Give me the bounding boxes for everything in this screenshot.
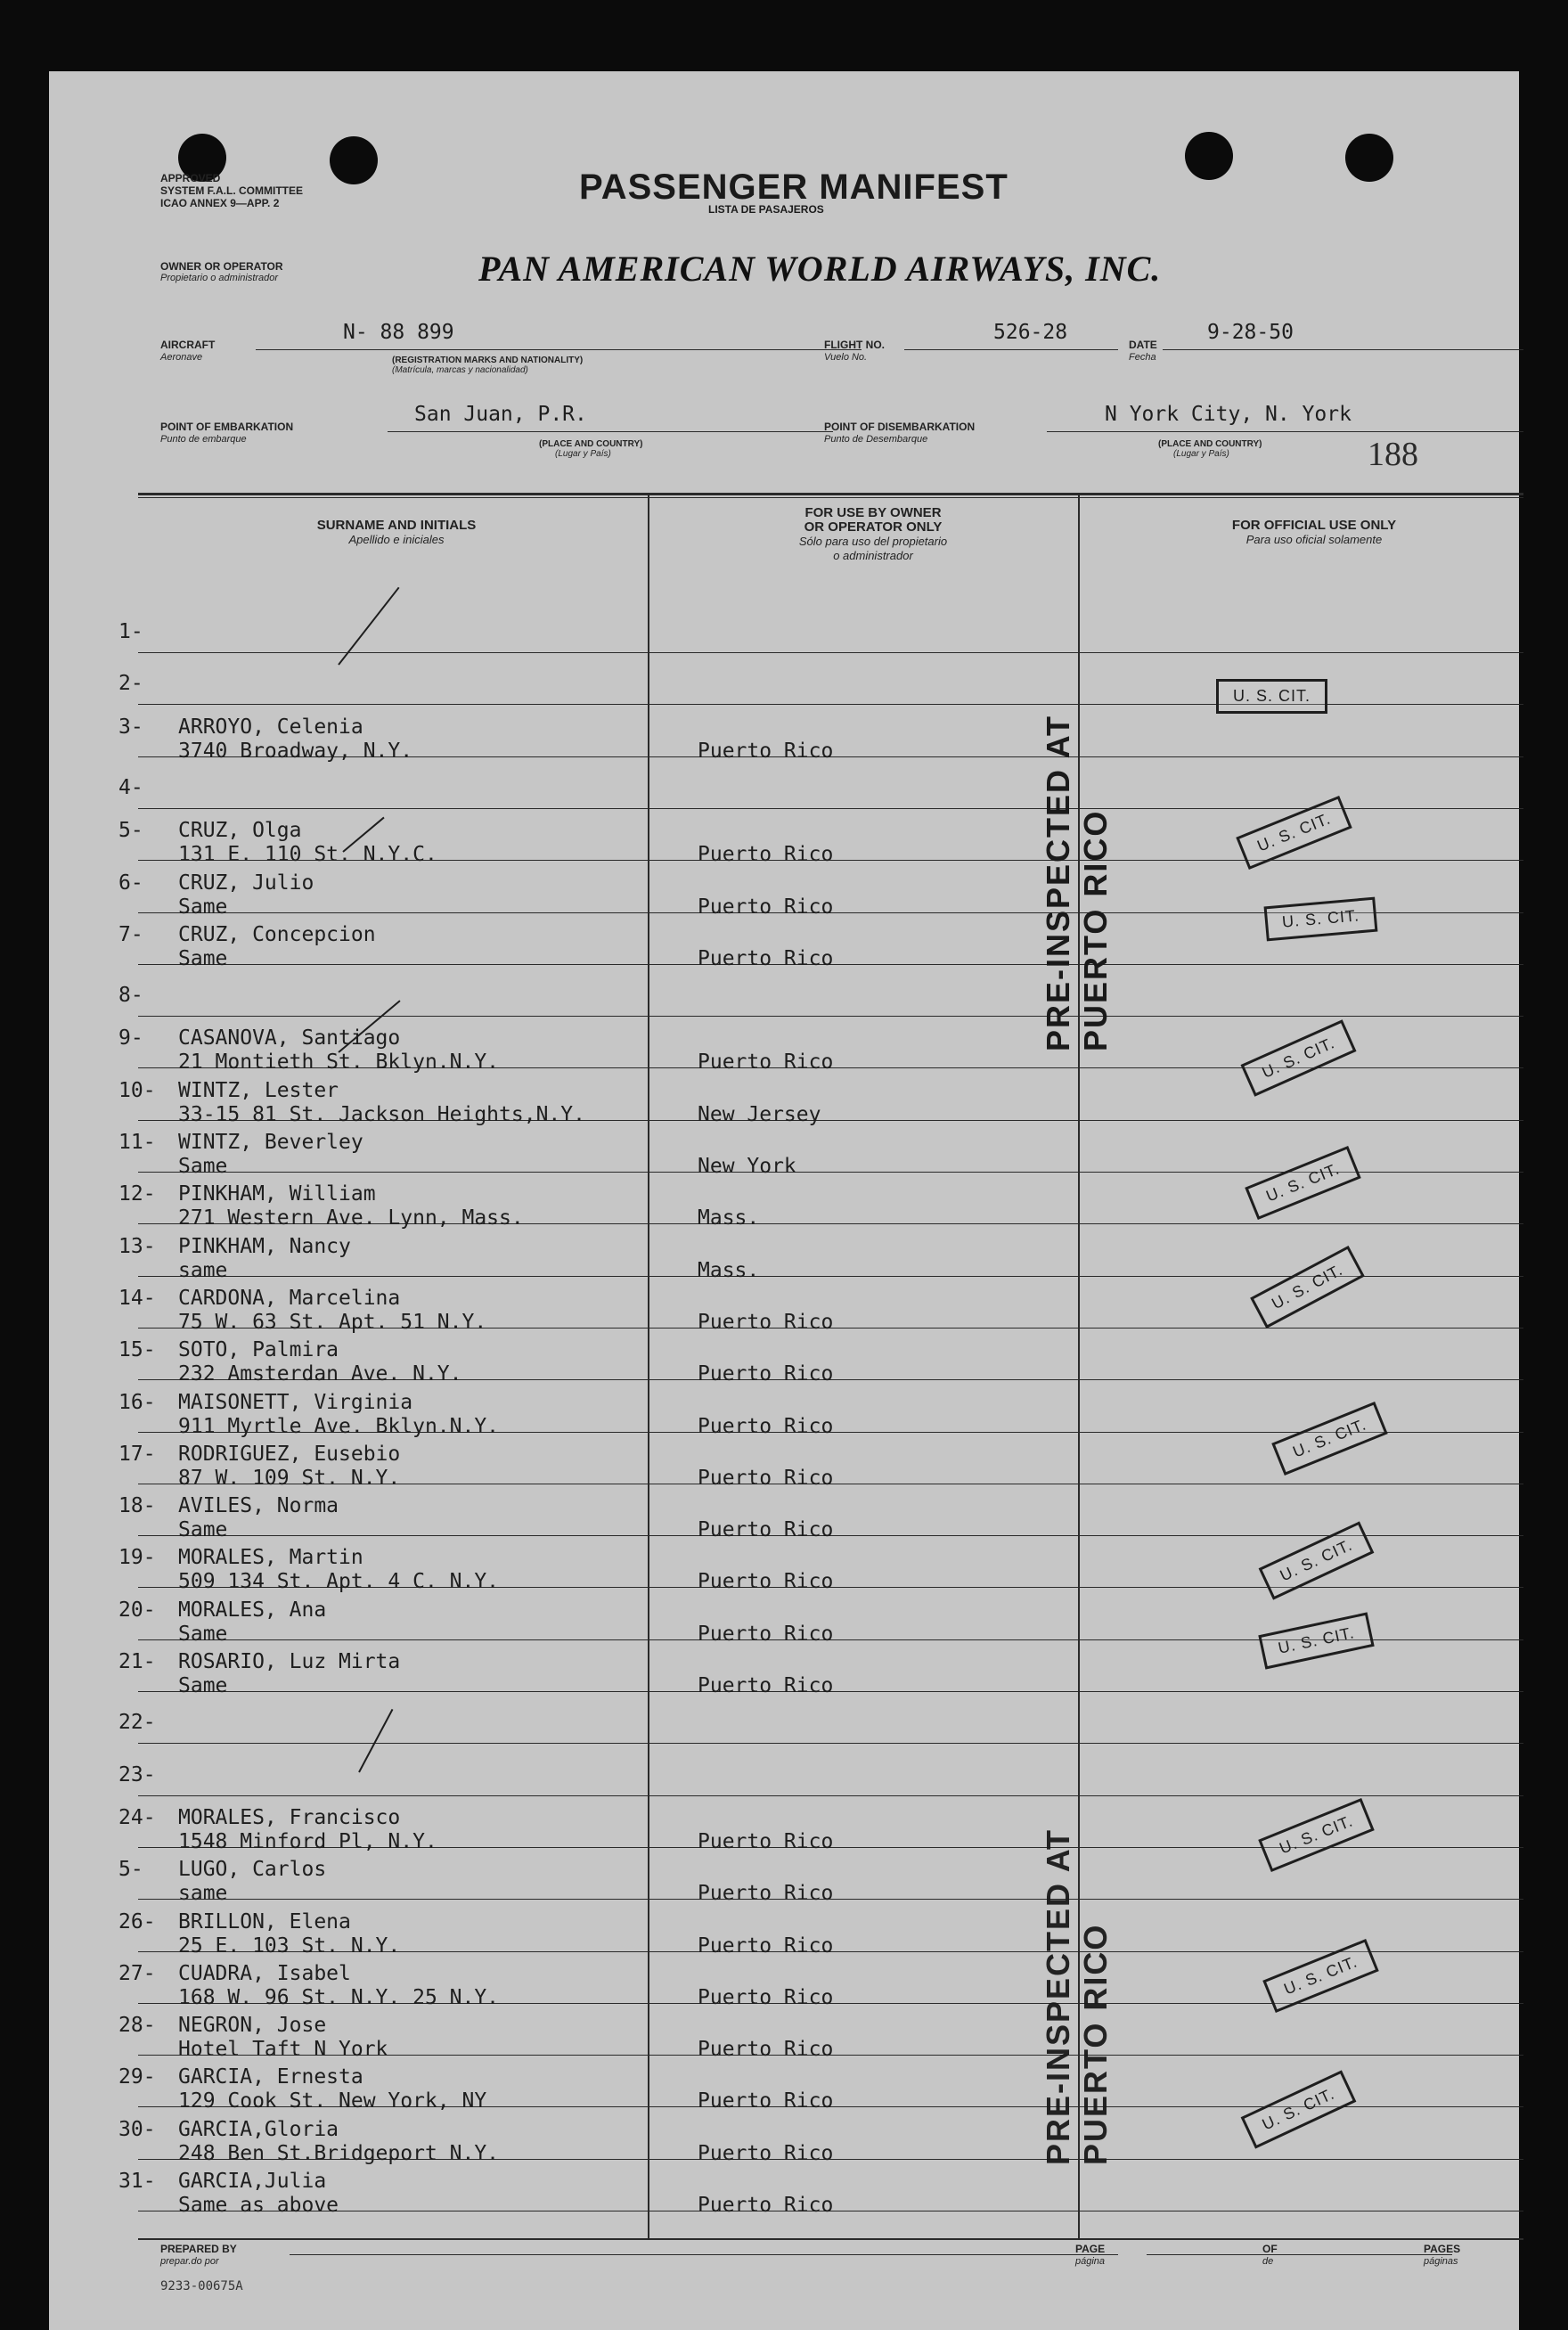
passenger-address: Hotel Taft N York	[178, 2038, 388, 2061]
row-number: 17-	[118, 1443, 156, 1466]
embark-label: POINT OF EMBARKATION	[160, 421, 294, 433]
passenger-name: MORALES, Francisco	[178, 1806, 401, 1829]
of-label: OF	[1262, 2243, 1278, 2255]
registration-note: (REGISTRATION MARKS AND NATIONALITY)	[392, 356, 584, 365]
row-number: 11-	[118, 1131, 156, 1154]
us-cit-stamp: U. S. CIT.	[1245, 1146, 1361, 1220]
passenger-origin: New Jersey	[698, 1103, 821, 1126]
passenger-address: Same	[178, 895, 228, 919]
row-number: 7-	[118, 923, 143, 946]
col-operator-line: FOR USE BY OWNER	[804, 505, 942, 520]
passenger-address: Same	[178, 1674, 228, 1697]
passenger-origin: Mass.	[698, 1259, 760, 1282]
pen-stroke	[358, 1709, 393, 1773]
preinspected-stamp-top: PRE-INSPECTED AT PUERTO RICO	[1040, 714, 1114, 1051]
flight-value: 526-28	[993, 321, 1068, 344]
row-number: 14-	[118, 1287, 156, 1310]
us-cit-stamp: U. S. CIT.	[1271, 1402, 1388, 1476]
passenger-address: Same	[178, 947, 228, 970]
row-number: 9-	[118, 1026, 143, 1050]
row-number: 5-	[118, 819, 143, 842]
passenger-origin: Puerto Rico	[698, 1415, 834, 1438]
passenger-address: Same	[178, 1518, 228, 1541]
approval-line: SYSTEM F.A.L. COMMITTEE	[160, 184, 304, 197]
aircraft-label: AIRCRAFT	[160, 339, 216, 351]
registration-note-es: (Matrícula, marcas y nacionalidad)	[392, 365, 528, 375]
passenger-name: GARCIA,Julia	[178, 2170, 327, 2193]
passenger-address: Same as above	[178, 2194, 339, 2217]
passenger-name: RODRIGUEZ, Eusebio	[178, 1443, 401, 1466]
punch-hole	[1185, 132, 1233, 180]
passenger-name: CRUZ, Olga	[178, 819, 302, 842]
passenger-name: CUADRA, Isabel	[178, 1962, 351, 1985]
form-code: 9233-00675A	[160, 2279, 243, 2293]
row-number: 3-	[118, 715, 143, 739]
date-value: 9-28-50	[1207, 321, 1294, 344]
pages-label-es: páginas	[1424, 2256, 1458, 2267]
row-number: 23-	[118, 1763, 156, 1786]
row-number: 5-	[118, 1858, 143, 1881]
place-note-es: (Lugar y País)	[555, 449, 611, 459]
row-number: 30-	[118, 2118, 156, 2141]
passenger-origin: Puerto Rico	[698, 2089, 834, 2113]
col-operator-line: OR OPERATOR ONLY	[804, 519, 943, 535]
approval-line: APPROVED	[160, 172, 221, 184]
row-number: 18-	[118, 1494, 156, 1517]
us-cit-stamp: U. S. CIT.	[1264, 897, 1378, 942]
passenger-origin: Mass.	[698, 1206, 760, 1230]
aircraft-value: N- 88 899	[343, 321, 454, 344]
col-official-title: FOR OFFICIAL USE ONLY	[1231, 518, 1397, 533]
us-cit-stamp: U. S. CIT.	[1216, 679, 1327, 714]
passenger-address: same	[178, 1259, 228, 1282]
pen-stroke	[338, 587, 399, 666]
passenger-name: CARDONA, Marcelina	[178, 1287, 401, 1310]
passenger-origin: Puerto Rico	[698, 1934, 834, 1958]
col-names-title-es: Apellido e iniciales	[348, 533, 445, 546]
prepared-by-label: PREPARED BY	[160, 2243, 237, 2255]
passenger-address: 248 Ben St.Bridgeport N.Y.	[178, 2142, 500, 2165]
row-rule	[138, 1016, 1523, 1017]
passenger-address: 21 Montieth St. Bklyn.N.Y.	[178, 1051, 500, 1074]
place-note-es: (Lugar y País)	[1173, 449, 1229, 459]
embark-label-es: Punto de embarque	[160, 434, 247, 445]
row-number: 13-	[118, 1235, 156, 1258]
passenger-name: BRILLON, Elena	[178, 1910, 351, 1933]
passenger-address: 33-15 81 St. Jackson Heights,N.Y.	[178, 1103, 585, 1126]
row-number: 20-	[118, 1598, 156, 1622]
approval-line: ICAO ANNEX 9—APP. 2	[160, 197, 280, 209]
passenger-name: PINKHAM, William	[178, 1182, 376, 1206]
page-subtitle: LISTA DE PASAJEROS	[708, 203, 824, 216]
passenger-name: WINTZ, Lester	[178, 1079, 339, 1102]
passenger-address: 87 W. 109 St. N.Y.	[178, 1467, 401, 1490]
passenger-origin: New York	[698, 1155, 796, 1178]
row-number: 8-	[118, 984, 143, 1007]
row-number: 24-	[118, 1806, 156, 1829]
punch-hole	[330, 136, 378, 184]
embark-value: San Juan, P.R.	[414, 403, 587, 426]
flight-label: FLIGHT NO.	[824, 339, 885, 351]
sheet-number: 188	[1368, 436, 1418, 473]
passenger-origin: Puerto Rico	[698, 1311, 834, 1334]
passenger-address: 911 Myrtle Ave. Bklyn.N.Y.	[178, 1415, 500, 1438]
passenger-origin: Puerto Rico	[698, 843, 834, 866]
row-number: 16-	[118, 1391, 156, 1414]
manifest-sheet	[49, 71, 1519, 2330]
passenger-origin: Puerto Rico	[698, 2194, 834, 2217]
row-number: 27-	[118, 1962, 156, 1985]
row-number: 29-	[118, 2065, 156, 2089]
disembark-label: POINT OF DISEMBARKATION	[824, 421, 976, 433]
row-number: 4-	[118, 776, 143, 799]
passenger-origin: Puerto Rico	[698, 895, 834, 919]
col-operator-es: Sólo para uso del propietario	[798, 535, 948, 548]
us-cit-stamp: U. S. CIT.	[1241, 2070, 1357, 2148]
row-number: 6-	[118, 871, 143, 895]
col-operator-header	[726, 506, 1020, 563]
col-operator-es: o administrador	[833, 549, 913, 562]
row-number: 19-	[118, 1546, 156, 1569]
passenger-name: NEGRON, Jose	[178, 2014, 327, 2037]
us-cit-stamp: U. S. CIT.	[1259, 1521, 1375, 1599]
passenger-origin: Puerto Rico	[698, 2142, 834, 2165]
row-number: 28-	[118, 2014, 156, 2037]
passenger-origin: Puerto Rico	[698, 1882, 834, 1905]
passenger-address: 25 E. 103 St. N.Y.	[178, 1934, 401, 1958]
passenger-origin: Puerto Rico	[698, 1051, 834, 1074]
passenger-origin: Puerto Rico	[698, 1467, 834, 1490]
passenger-address: 232 Amsterdan Ave. N.Y.	[178, 1362, 462, 1386]
row-number: 31-	[118, 2170, 156, 2193]
page-title: PASSENGER MANIFEST	[579, 168, 1009, 207]
passenger-name: MORALES, Martin	[178, 1546, 363, 1569]
passenger-name: CRUZ, Concepcion	[178, 923, 376, 946]
owner-value: PAN AMERICAN WORLD AIRWAYS, INC.	[478, 249, 1162, 289]
passenger-address: 168 W. 96 St. N.Y. 25 N.Y.	[178, 1986, 500, 2009]
passenger-address: 131 E. 110 St. N.Y.C.	[178, 843, 437, 866]
row-number: 15-	[118, 1338, 156, 1361]
preinspected-stamp-bottom: PRE-INSPECTED AT PUERTO RICO	[1040, 1827, 1114, 2165]
passenger-name: AVILES, Norma	[178, 1494, 339, 1517]
passenger-name: ARROYO, Celenia	[178, 715, 363, 739]
disembark-value: N York City, N. York	[1105, 403, 1352, 426]
passenger-name: ROSARIO, Luz Mirta	[178, 1650, 401, 1673]
passenger-address: 271 Western Ave. Lynn, Mass.	[178, 1206, 524, 1230]
us-cit-stamp: U. S. CIT.	[1262, 1939, 1379, 2013]
passenger-origin: Puerto Rico	[698, 2038, 834, 2061]
page-label-es: página	[1075, 2256, 1106, 2267]
passenger-name: MAISONETT, Virginia	[178, 1391, 413, 1414]
date-label: DATE	[1129, 339, 1157, 351]
col-official-title-es: Para uso oficial solamente	[1245, 533, 1383, 546]
passenger-name: GARCIA, Ernesta	[178, 2065, 363, 2089]
passenger-name: WINTZ, Beverley	[178, 1131, 363, 1154]
passenger-name: LUGO, Carlos	[178, 1858, 327, 1881]
passenger-origin: Puerto Rico	[698, 1674, 834, 1697]
owner-label-es: Propietario o administrador	[160, 273, 279, 283]
passenger-address: 3740 Broadway, N.Y.	[178, 740, 413, 763]
col-names-title: SURNAME AND INITIALS	[316, 518, 477, 533]
us-cit-stamp: U. S. CIT.	[1236, 796, 1352, 870]
passenger-origin: Puerto Rico	[698, 740, 834, 763]
pages-label: PAGES	[1424, 2243, 1461, 2255]
passenger-origin: Puerto Rico	[698, 1518, 834, 1541]
passenger-origin: Puerto Rico	[698, 947, 834, 970]
row-number: 22-	[118, 1711, 156, 1734]
row-number: 2-	[118, 672, 143, 695]
passenger-address: Same	[178, 1155, 228, 1178]
passenger-name: GARCIA,Gloria	[178, 2118, 339, 2141]
us-cit-stamp: U. S. CIT.	[1258, 1612, 1374, 1669]
passenger-origin: Puerto Rico	[698, 1623, 834, 1646]
row-number: 10-	[118, 1079, 156, 1102]
aircraft-label-es: Aeronave	[160, 352, 203, 363]
passenger-address: 75 W. 63 St. Apt. 51 N.Y.	[178, 1311, 487, 1334]
passenger-address: same	[178, 1882, 228, 1905]
row-rule	[138, 1795, 1523, 1796]
of-label-es: de	[1262, 2256, 1274, 2267]
row-number: 12-	[118, 1182, 156, 1206]
passenger-origin: Puerto Rico	[698, 1362, 834, 1386]
punch-hole	[1345, 134, 1393, 182]
prepared-by-label-es: prepar.do por	[160, 2256, 219, 2267]
passenger-origin: Puerto Rico	[698, 1830, 834, 1853]
passenger-address: 129 Cook St. New York, NY	[178, 2089, 487, 2113]
place-note: (PLACE AND COUNTRY)	[1158, 439, 1262, 449]
passenger-address: 1548 Minford Pl, N.Y.	[178, 1830, 437, 1853]
place-note: (PLACE AND COUNTRY)	[539, 439, 643, 449]
row-rule	[138, 1743, 1523, 1744]
passenger-name: PINKHAM, Nancy	[178, 1235, 351, 1258]
passenger-name: SOTO, Palmira	[178, 1338, 339, 1361]
col-names-header	[254, 519, 539, 547]
passenger-address: Same	[178, 1623, 228, 1646]
us-cit-stamp: U. S. CIT.	[1258, 1798, 1375, 1872]
passenger-origin: Puerto Rico	[698, 1570, 834, 1593]
owner-label: OWNER OR OPERATOR	[160, 260, 283, 273]
us-cit-stamp: U. S. CIT.	[1250, 1246, 1365, 1329]
row-number: 26-	[118, 1910, 156, 1933]
date-label-es: Fecha	[1129, 352, 1156, 363]
passenger-origin: Puerto Rico	[698, 1986, 834, 2009]
passenger-name: CASANOVA, Santiago	[178, 1026, 401, 1050]
us-cit-stamp: U. S. CIT.	[1240, 1019, 1356, 1096]
disembark-label-es: Punto de Desembarque	[824, 434, 928, 445]
row-number: 1-	[118, 620, 143, 643]
passenger-name: CRUZ, Julio	[178, 871, 314, 895]
row-number: 21-	[118, 1650, 156, 1673]
passenger-name: MORALES, Ana	[178, 1598, 327, 1622]
flight-label-es: Vuelo No.	[824, 352, 868, 363]
col-official-header	[1154, 519, 1474, 547]
page-label: PAGE	[1075, 2243, 1106, 2255]
passenger-address: 509 134 St. Apt. 4 C. N.Y.	[178, 1570, 500, 1593]
